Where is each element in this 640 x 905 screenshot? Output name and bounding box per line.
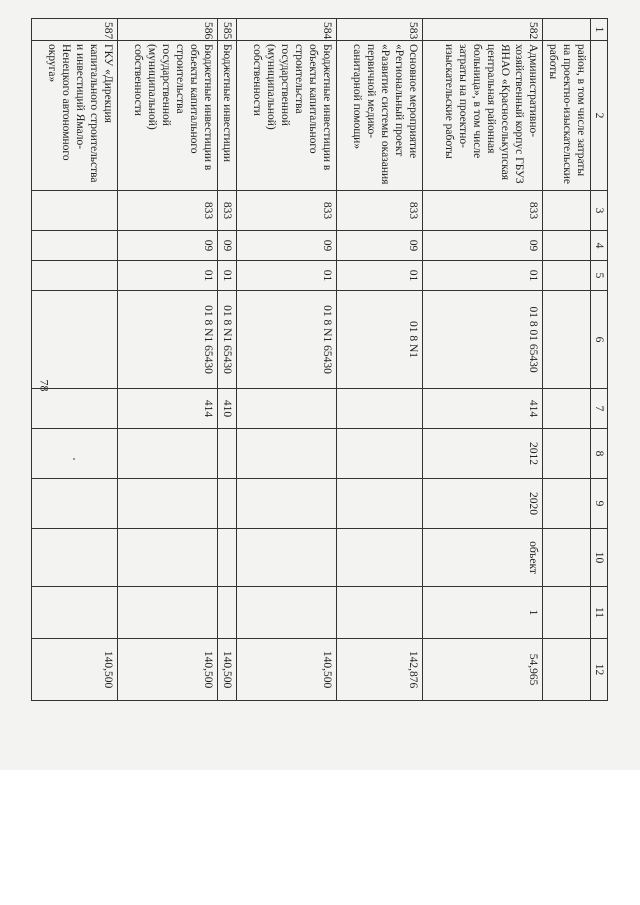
table-row (422, 19, 542, 701)
row-name-cell: Бюджетные инвестиции в объекты капитального строительства государственной (муниципальной) собственности (236, 41, 336, 191)
cell-c6: 01 8 N1 (336, 291, 422, 389)
column-header-1: 1 (590, 19, 607, 41)
cell-c8 (542, 429, 590, 479)
header-row (590, 19, 607, 701)
cell-c3: 833 (422, 191, 542, 231)
cell-c12: 140,500 (117, 639, 217, 701)
column-header-2: 2 (590, 41, 607, 191)
cell-c7: 410 (217, 389, 236, 429)
row-name-cell: ГКУ «Дирекция капитального строительства и инвестиций Ямало-Ненецкого автономного округа» (31, 41, 117, 191)
cell-c8 (217, 429, 236, 479)
cell-c7: 414 (117, 389, 217, 429)
row-number-cell: 586 (117, 19, 217, 41)
row-number-cell (542, 19, 590, 41)
cell-c6: 01 8 N1 65430 (117, 291, 217, 389)
cell-c10 (542, 529, 590, 587)
cell-c12: 140,500 (217, 639, 236, 701)
cell-c5: 01 (217, 261, 236, 291)
table-row (336, 19, 422, 701)
cell-c7 (236, 389, 336, 429)
budget-table (31, 18, 608, 701)
column-header-11: 11 (590, 587, 607, 639)
cell-c8: 2012 (422, 429, 542, 479)
cell-c12 (542, 639, 590, 701)
row-number-cell: 583 (336, 19, 422, 41)
row-name-cell: район, в том числе затраты на проектно-изыскательские работы (542, 41, 590, 191)
column-header-3: 3 (590, 191, 607, 231)
cell-c7: 414 (422, 389, 542, 429)
table-row (542, 19, 590, 701)
cell-c6: 01 8 01 65430 (422, 291, 542, 389)
row-name-cell: Бюджетные инвестиции в объекты капитального строительства государственной (муниципальной) собственности (117, 41, 217, 191)
column-header-4: 4 (590, 231, 607, 261)
cell-c10 (217, 529, 236, 587)
cell-c9 (542, 479, 590, 529)
cell-c8 (117, 429, 217, 479)
row-number-cell: 584 (236, 19, 336, 41)
row-name-cell: Основное мероприятие «Региональный проект «Развитие системы оказания первичной медико-санитарной помощи» (336, 41, 422, 191)
cell-c11 (217, 587, 236, 639)
cell-c10 (117, 529, 217, 587)
column-header-7: 7 (590, 389, 607, 429)
cell-c5: 01 (336, 261, 422, 291)
row-number-cell: 585 (217, 19, 236, 41)
table-row (31, 19, 117, 701)
cell-c11: 1 (422, 587, 542, 639)
cell-c7 (542, 389, 590, 429)
cell-c9 (31, 479, 117, 529)
cell-c5: 01 (117, 261, 217, 291)
column-header-10: 10 (590, 529, 607, 587)
cell-c11 (31, 587, 117, 639)
cell-c8 (31, 429, 117, 479)
cell-c6 (31, 291, 117, 389)
row-number-cell: 587 (31, 19, 117, 41)
cell-c12: 140,500 (236, 639, 336, 701)
column-header-8: 8 (590, 429, 607, 479)
cell-c9: 2020 (422, 479, 542, 529)
cell-c7 (336, 389, 422, 429)
row-number-cell: 582 (422, 19, 542, 41)
cell-c12: 142,876 (336, 639, 422, 701)
cell-c3: 833 (117, 191, 217, 231)
cell-c3 (542, 191, 590, 231)
cell-c6: 01 8 N1 65430 (236, 291, 336, 389)
rotated-table-sheet (45, 18, 608, 700)
cell-c11 (542, 587, 590, 639)
cell-c3 (31, 191, 117, 231)
scan-margin (0, 770, 640, 905)
column-header-5: 5 (590, 261, 607, 291)
cell-c9 (236, 479, 336, 529)
column-header-12: 12 (590, 639, 607, 701)
cell-c11 (236, 587, 336, 639)
cell-c12: 54,965 (422, 639, 542, 701)
cell-c10 (236, 529, 336, 587)
cell-c3: 833 (217, 191, 236, 231)
cell-c6: 01 8 N1 65430 (217, 291, 236, 389)
table-row (236, 19, 336, 701)
cell-c9 (117, 479, 217, 529)
cell-c10 (31, 529, 117, 587)
cell-c4 (31, 231, 117, 261)
column-header-6: 6 (590, 291, 607, 389)
table-row (117, 19, 217, 701)
cell-c5: 01 (422, 261, 542, 291)
page-number: 78 (37, 379, 52, 392)
cell-c10: объект (422, 529, 542, 587)
column-header-9: 9 (590, 479, 607, 529)
cell-c10 (336, 529, 422, 587)
cell-c11 (117, 587, 217, 639)
row-name-cell: Бюджетные инвестиции (217, 41, 236, 191)
row-name-cell: Административно-хозяйственный корпус ГБУЗ ЯНАО «Красноселькупская центральная районная больница», в том числе затраты на проектно-изыскательские работы (422, 41, 542, 191)
cell-c7 (31, 389, 117, 429)
cell-c12: 140,500 (31, 639, 117, 701)
cell-c5 (542, 261, 590, 291)
cell-c5: 01 (236, 261, 336, 291)
cell-c6 (542, 291, 590, 389)
cell-c8 (236, 429, 336, 479)
cell-c4: 09 (117, 231, 217, 261)
cell-c11 (336, 587, 422, 639)
table-row (217, 19, 236, 701)
cell-c4: 09 (217, 231, 236, 261)
cell-c4: 09 (236, 231, 336, 261)
cell-c4 (542, 231, 590, 261)
cell-c9 (217, 479, 236, 529)
cell-c5 (31, 261, 117, 291)
cell-c9 (336, 479, 422, 529)
cell-c3: 833 (336, 191, 422, 231)
cell-c3: 833 (236, 191, 336, 231)
cell-c4: 09 (422, 231, 542, 261)
table-body (31, 19, 590, 701)
cell-c8 (336, 429, 422, 479)
cell-c4: 09 (336, 231, 422, 261)
